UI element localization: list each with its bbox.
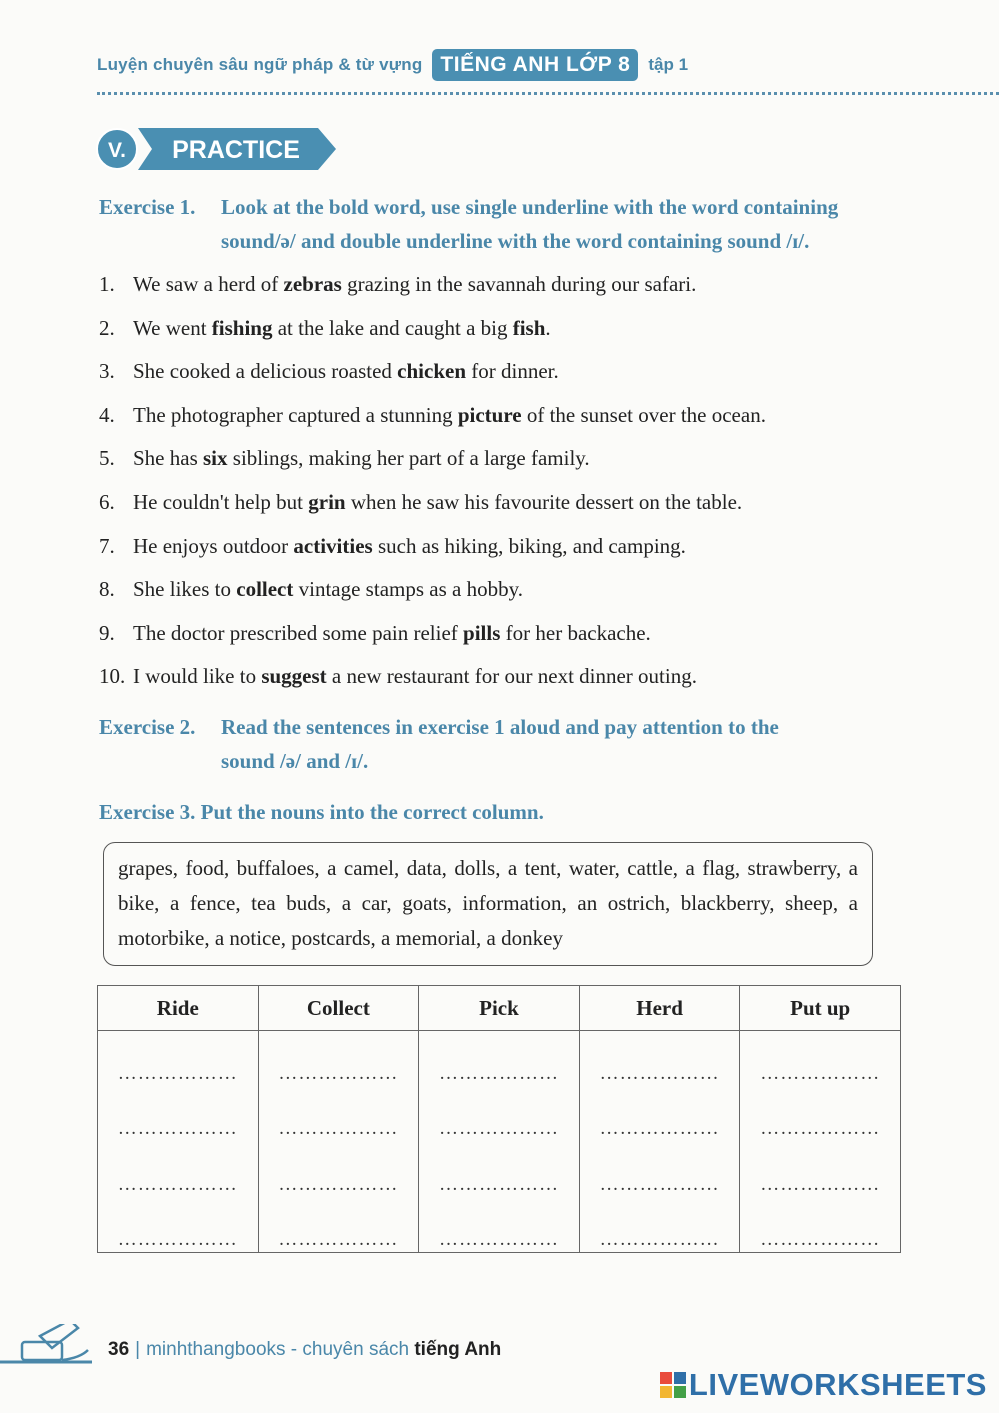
exercise-2-title — [99, 710, 779, 778]
column-header-ride: Ride — [98, 986, 259, 1031]
sentence-text: He enjoys outdoor — [133, 533, 294, 558]
liveworksheets-watermark — [660, 1367, 987, 1403]
answer-blank[interactable]: ……………… — [98, 1197, 259, 1253]
answer-blank[interactable]: ……………… — [258, 1031, 419, 1087]
section-badge — [96, 128, 336, 170]
watermark-text: LIVEWORKSHEETS — [688, 1367, 987, 1402]
sentence-item — [99, 397, 766, 441]
exercise-1-instruction-line1: Look at the bold word, use single underline with the word containing — [221, 195, 839, 219]
sentence-text: She cooked a delicious roasted — [133, 359, 398, 384]
table-row — [98, 1086, 901, 1141]
bold-word[interactable]: collect — [236, 577, 294, 602]
sentence-number: 6. — [99, 489, 115, 514]
sentence-number: 7. — [99, 533, 115, 558]
sentence-item — [99, 571, 766, 615]
sentence-number: 8. — [99, 577, 115, 602]
sentence-item — [99, 615, 766, 659]
noun-columns-table — [97, 985, 901, 1253]
answer-blank[interactable]: ……………… — [258, 1197, 419, 1253]
bold-word[interactable]: grin — [308, 489, 346, 514]
writing-hand-icon — [0, 1324, 100, 1374]
exercise-3-instruction: Put the nouns into the correct column. — [200, 800, 544, 824]
sentence-text: I would like to — [133, 664, 262, 689]
bold-word[interactable]: picture — [457, 402, 522, 427]
sentence-text: The photographer captured a stunning — [133, 402, 458, 427]
word-bank: grapes, food, buffaloes, a camel, data, dolls, a tent, water, cattle, a flag, strawberry, a bike, a fence, tea buds, a car, goats, information, an ostrich, blackberry, sheep, a motorbike, a notice, postcards, a memorial, a donkey — [103, 842, 873, 966]
answer-blank[interactable]: ……………… — [740, 1197, 901, 1253]
answer-blank[interactable]: ……………… — [419, 1031, 580, 1087]
sentence-text: We went — [133, 315, 212, 340]
column-header-put-up: Put up — [740, 986, 901, 1031]
exercise-3-title — [99, 795, 544, 829]
sentence-text: She likes to — [133, 577, 237, 602]
sentence-number: 2. — [99, 315, 115, 340]
page-header — [97, 40, 688, 90]
brand-bold-text: tiếng Anh — [414, 1339, 502, 1360]
exercise-2-instruction-line2: sound /ə/ and /ɪ/. — [221, 749, 369, 773]
sentence-number: 4. — [99, 402, 115, 427]
header-divider — [97, 92, 999, 95]
sentence-number: 9. — [99, 620, 115, 645]
sentence-text: such as hiking, biking, and camping. — [372, 533, 686, 558]
sentence-item — [99, 440, 766, 484]
bold-word[interactable]: zebras — [283, 272, 342, 296]
sentence-item — [99, 266, 766, 310]
answer-blank[interactable]: ……………… — [579, 1086, 740, 1141]
exercise-1-label: Exercise 1. — [99, 195, 196, 219]
page-footer — [0, 1320, 700, 1380]
sentence-text: a new restaurant for our next dinner outing. — [326, 664, 697, 689]
bold-word[interactable]: pills — [463, 620, 501, 645]
section-title: PRACTICE — [172, 136, 300, 164]
sentence-list — [99, 266, 766, 702]
answer-blank[interactable]: ……………… — [579, 1031, 740, 1087]
brand-text: minhthangbooks - chuyên sách — [146, 1339, 415, 1360]
sentence-text: when he saw his favourite dessert on the table. — [345, 489, 743, 514]
answer-blank[interactable]: ……………… — [419, 1141, 580, 1196]
exercise-3-label: Exercise 3. — [99, 800, 196, 824]
bold-word[interactable]: fishing — [211, 315, 273, 340]
section-number: V. — [108, 139, 126, 162]
bold-word[interactable]: activities — [293, 533, 373, 558]
sentence-text: We saw a herd of — [133, 272, 284, 296]
answer-blank[interactable]: ……………… — [258, 1086, 419, 1141]
sentence-number: 5. — [99, 446, 115, 471]
sentence-text: for dinner. — [466, 359, 559, 384]
sentence-text: . — [545, 315, 551, 340]
sentence-item — [99, 484, 766, 528]
answer-blank[interactable]: ……………… — [740, 1031, 901, 1087]
table-row — [98, 1197, 901, 1253]
answer-blank[interactable]: ……………… — [419, 1086, 580, 1141]
answer-blank[interactable]: ……………… — [740, 1141, 901, 1196]
sentence-item — [99, 528, 766, 572]
exercise-2-instruction-line1: Read the sentences in exercise 1 aloud and pay attention to the — [221, 715, 779, 739]
sentence-text: at the lake and caught a big — [272, 315, 513, 340]
exercise-1-instruction-line2: sound/ə/ and double underline with the word containing sound /ɪ/. — [221, 229, 810, 253]
answer-blank[interactable]: ……………… — [98, 1086, 259, 1141]
exercise-2-label: Exercise 2. — [99, 715, 196, 739]
footer-separator: | — [135, 1339, 141, 1360]
sentence-text: for her backache. — [500, 620, 651, 645]
sentence-number: 1. — [99, 272, 115, 296]
answer-blank[interactable]: ……………… — [579, 1141, 740, 1196]
sentence-text: She has — [133, 446, 203, 471]
answer-blank[interactable]: ……………… — [419, 1197, 580, 1253]
bold-word[interactable]: six — [203, 446, 228, 471]
answer-blank[interactable]: ……………… — [98, 1031, 259, 1087]
answer-blank[interactable]: ……………… — [740, 1086, 901, 1141]
column-header-herd: Herd — [579, 986, 740, 1031]
answer-blank[interactable]: ……………… — [579, 1197, 740, 1253]
sentence-text: He couldn't help but — [133, 489, 309, 514]
table-header-row — [98, 986, 901, 1031]
sentence-item — [99, 353, 766, 397]
bold-word[interactable]: chicken — [397, 359, 467, 384]
sentence-number: 10. — [99, 664, 126, 689]
column-header-collect: Collect — [258, 986, 419, 1031]
bold-word[interactable]: suggest — [261, 664, 327, 689]
sentence-text: siblings, making her part of a large family. — [227, 446, 590, 471]
publisher-brand — [146, 1339, 501, 1361]
sentence-text: The doctor prescribed some pain relief — [133, 620, 464, 645]
sentence-item — [99, 658, 766, 702]
sentence-number: 3. — [99, 359, 115, 384]
sentence-text: of the sunset over the ocean. — [521, 402, 766, 427]
answer-blank[interactable]: ……………… — [98, 1141, 259, 1196]
page-number: 36 — [108, 1339, 130, 1360]
liveworksheets-logo-icon — [660, 1372, 686, 1398]
volume-label: tập 1 — [648, 55, 689, 74]
table-row — [98, 1031, 901, 1087]
sentence-text: grazing in the savannah during our safari. — [341, 272, 697, 296]
table-row — [98, 1141, 901, 1196]
answer-blank[interactable]: ……………… — [258, 1141, 419, 1196]
sentence-text: vintage stamps as a hobby. — [293, 577, 523, 602]
series-title: Luyện chuyên sâu ngữ pháp & từ vựng — [97, 55, 423, 74]
column-header-pick: Pick — [419, 986, 580, 1031]
exercise-1-title — [99, 190, 838, 258]
bold-word[interactable]: fish — [512, 315, 546, 340]
sentence-item — [99, 310, 766, 354]
book-title-badge: TIẾNG ANH LỚP 8 — [432, 49, 638, 81]
